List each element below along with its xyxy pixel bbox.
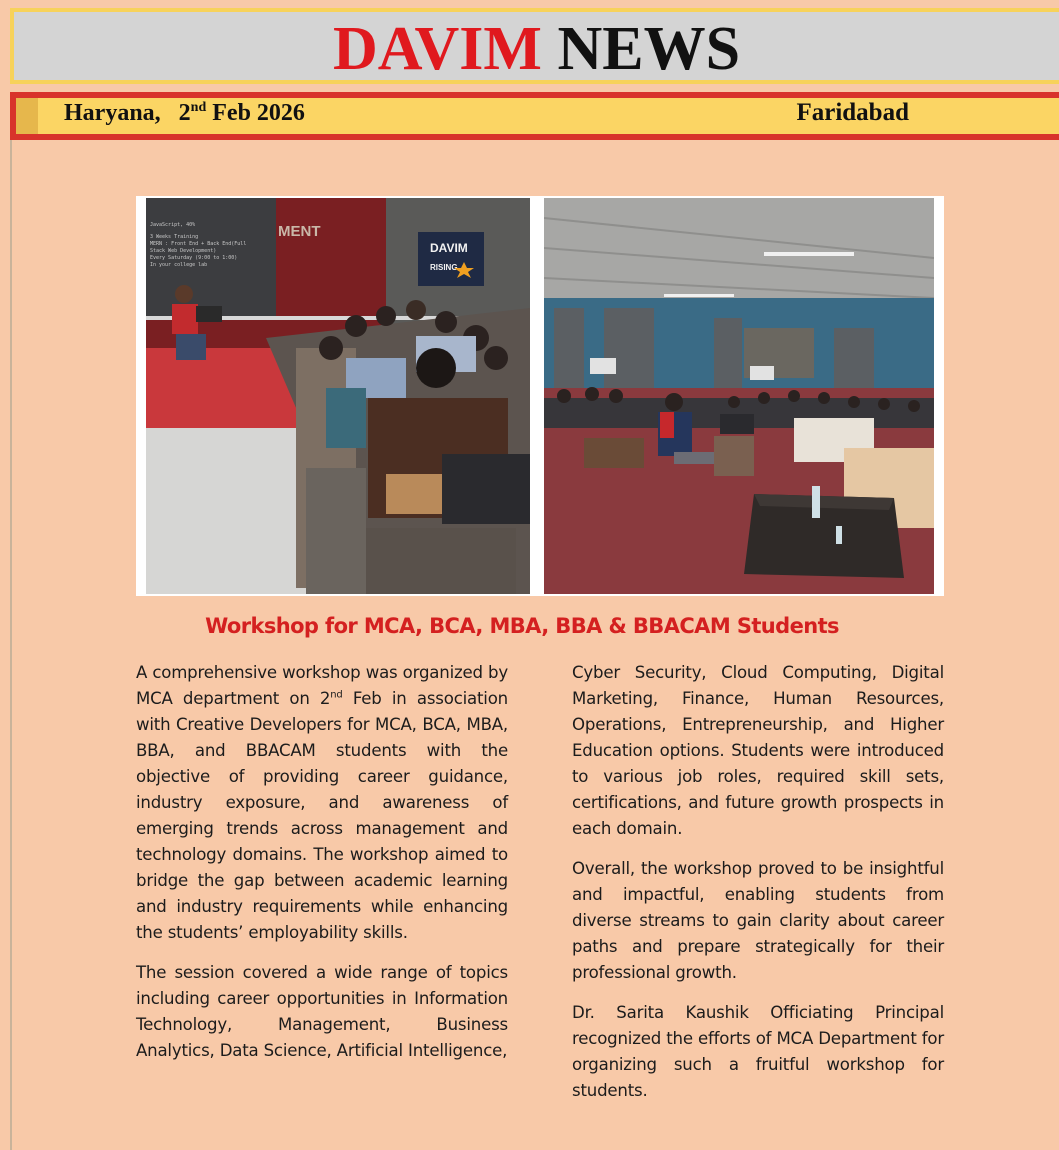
article-paragraph-1 — [136, 660, 508, 946]
article-paragraph-5: Dr. Sarita Kaushik Officiating Principal recognized the efforts of MCA Department for organizing such a fruitful workshop for students. — [572, 1003, 944, 1100]
title-davim: DAVIM — [332, 15, 542, 83]
newspaper-title — [14, 14, 1059, 84]
article-headline: Workshop for MCA, BCA, MBA, BBA & BBACAM Students — [205, 614, 839, 638]
dateline-shade — [16, 98, 38, 134]
dateline-day-suffix: nd — [190, 100, 207, 115]
article-paragraph-2: The session covered a wide range of topics including career opportunities in Information Technology, Management, Business Analytics, Data Science, Artificial Intelligence, — [136, 963, 508, 1060]
article-paragraph-4: Overall, the workshop proved to be insightful and impactful, enabling students from diverse streams to gain clarity about career paths and prepare strategically for their professional growth. — [572, 859, 944, 982]
title-news: NEWS — [557, 15, 741, 83]
article-paragraph-1-part-a: A comprehensive workshop was organized by MCA department on 2 — [136, 663, 508, 708]
photo-classroom-session — [146, 198, 530, 594]
auditorium-photo-illustration — [544, 198, 934, 594]
slide-line-2: 3 Weeks Training — [150, 234, 199, 240]
slide-line-4: Stack Web Development) — [150, 248, 217, 254]
dateline-location: Haryana, — [64, 100, 161, 126]
slide-line-1: JavaScript, 40% — [150, 222, 196, 228]
article-column-right — [572, 660, 944, 1118]
masthead — [10, 8, 1059, 84]
article-paragraph-3: Cyber Security, Cloud Computing, Digital Marketing, Finance, Human Resources, Operations, Entrepreneurship, and Higher Education options. Students were introduced to various job roles, required skill sets, certifications, and future growth prospects in each domain. — [572, 663, 944, 838]
dateline-day: 2 — [178, 100, 191, 126]
photo-collage — [136, 196, 944, 596]
article-paragraph-1-part-b: Feb in association with Creative Developers for MCA, BCA, MBA, BBA, and BBACAM students with the objective of providing career guidance, industry exposure, and awareness of emerging trends across management and technology domains. The workshop aimed to bridge the gap between academic learning and industry requirements while enhancing the students’ employability skills. — [136, 689, 508, 942]
photo-auditorium-session — [544, 198, 934, 594]
dateline-month-year: Feb 2026 — [212, 100, 305, 126]
article-paragraph-1-sup: nd — [330, 689, 343, 701]
wall-text: MENT — [278, 223, 321, 240]
slide-line-5: Every Saturday (9:00 to 1:00) — [150, 255, 238, 261]
page-left-rule — [10, 140, 12, 1150]
banner-top-text: DAVIM — [430, 241, 468, 255]
dateline-date — [64, 100, 305, 127]
classroom-photo-illustration — [146, 198, 530, 594]
dateline-city: Faridabad — [796, 99, 909, 126]
slide-line-3: MERN : Front End + Back End(Full — [150, 241, 247, 247]
slide-line-6: In your college lab — [150, 262, 208, 268]
dateline-bar — [10, 92, 1059, 140]
article-column-left — [136, 660, 508, 1078]
banner-bottom-text: RISING — [430, 263, 458, 272]
